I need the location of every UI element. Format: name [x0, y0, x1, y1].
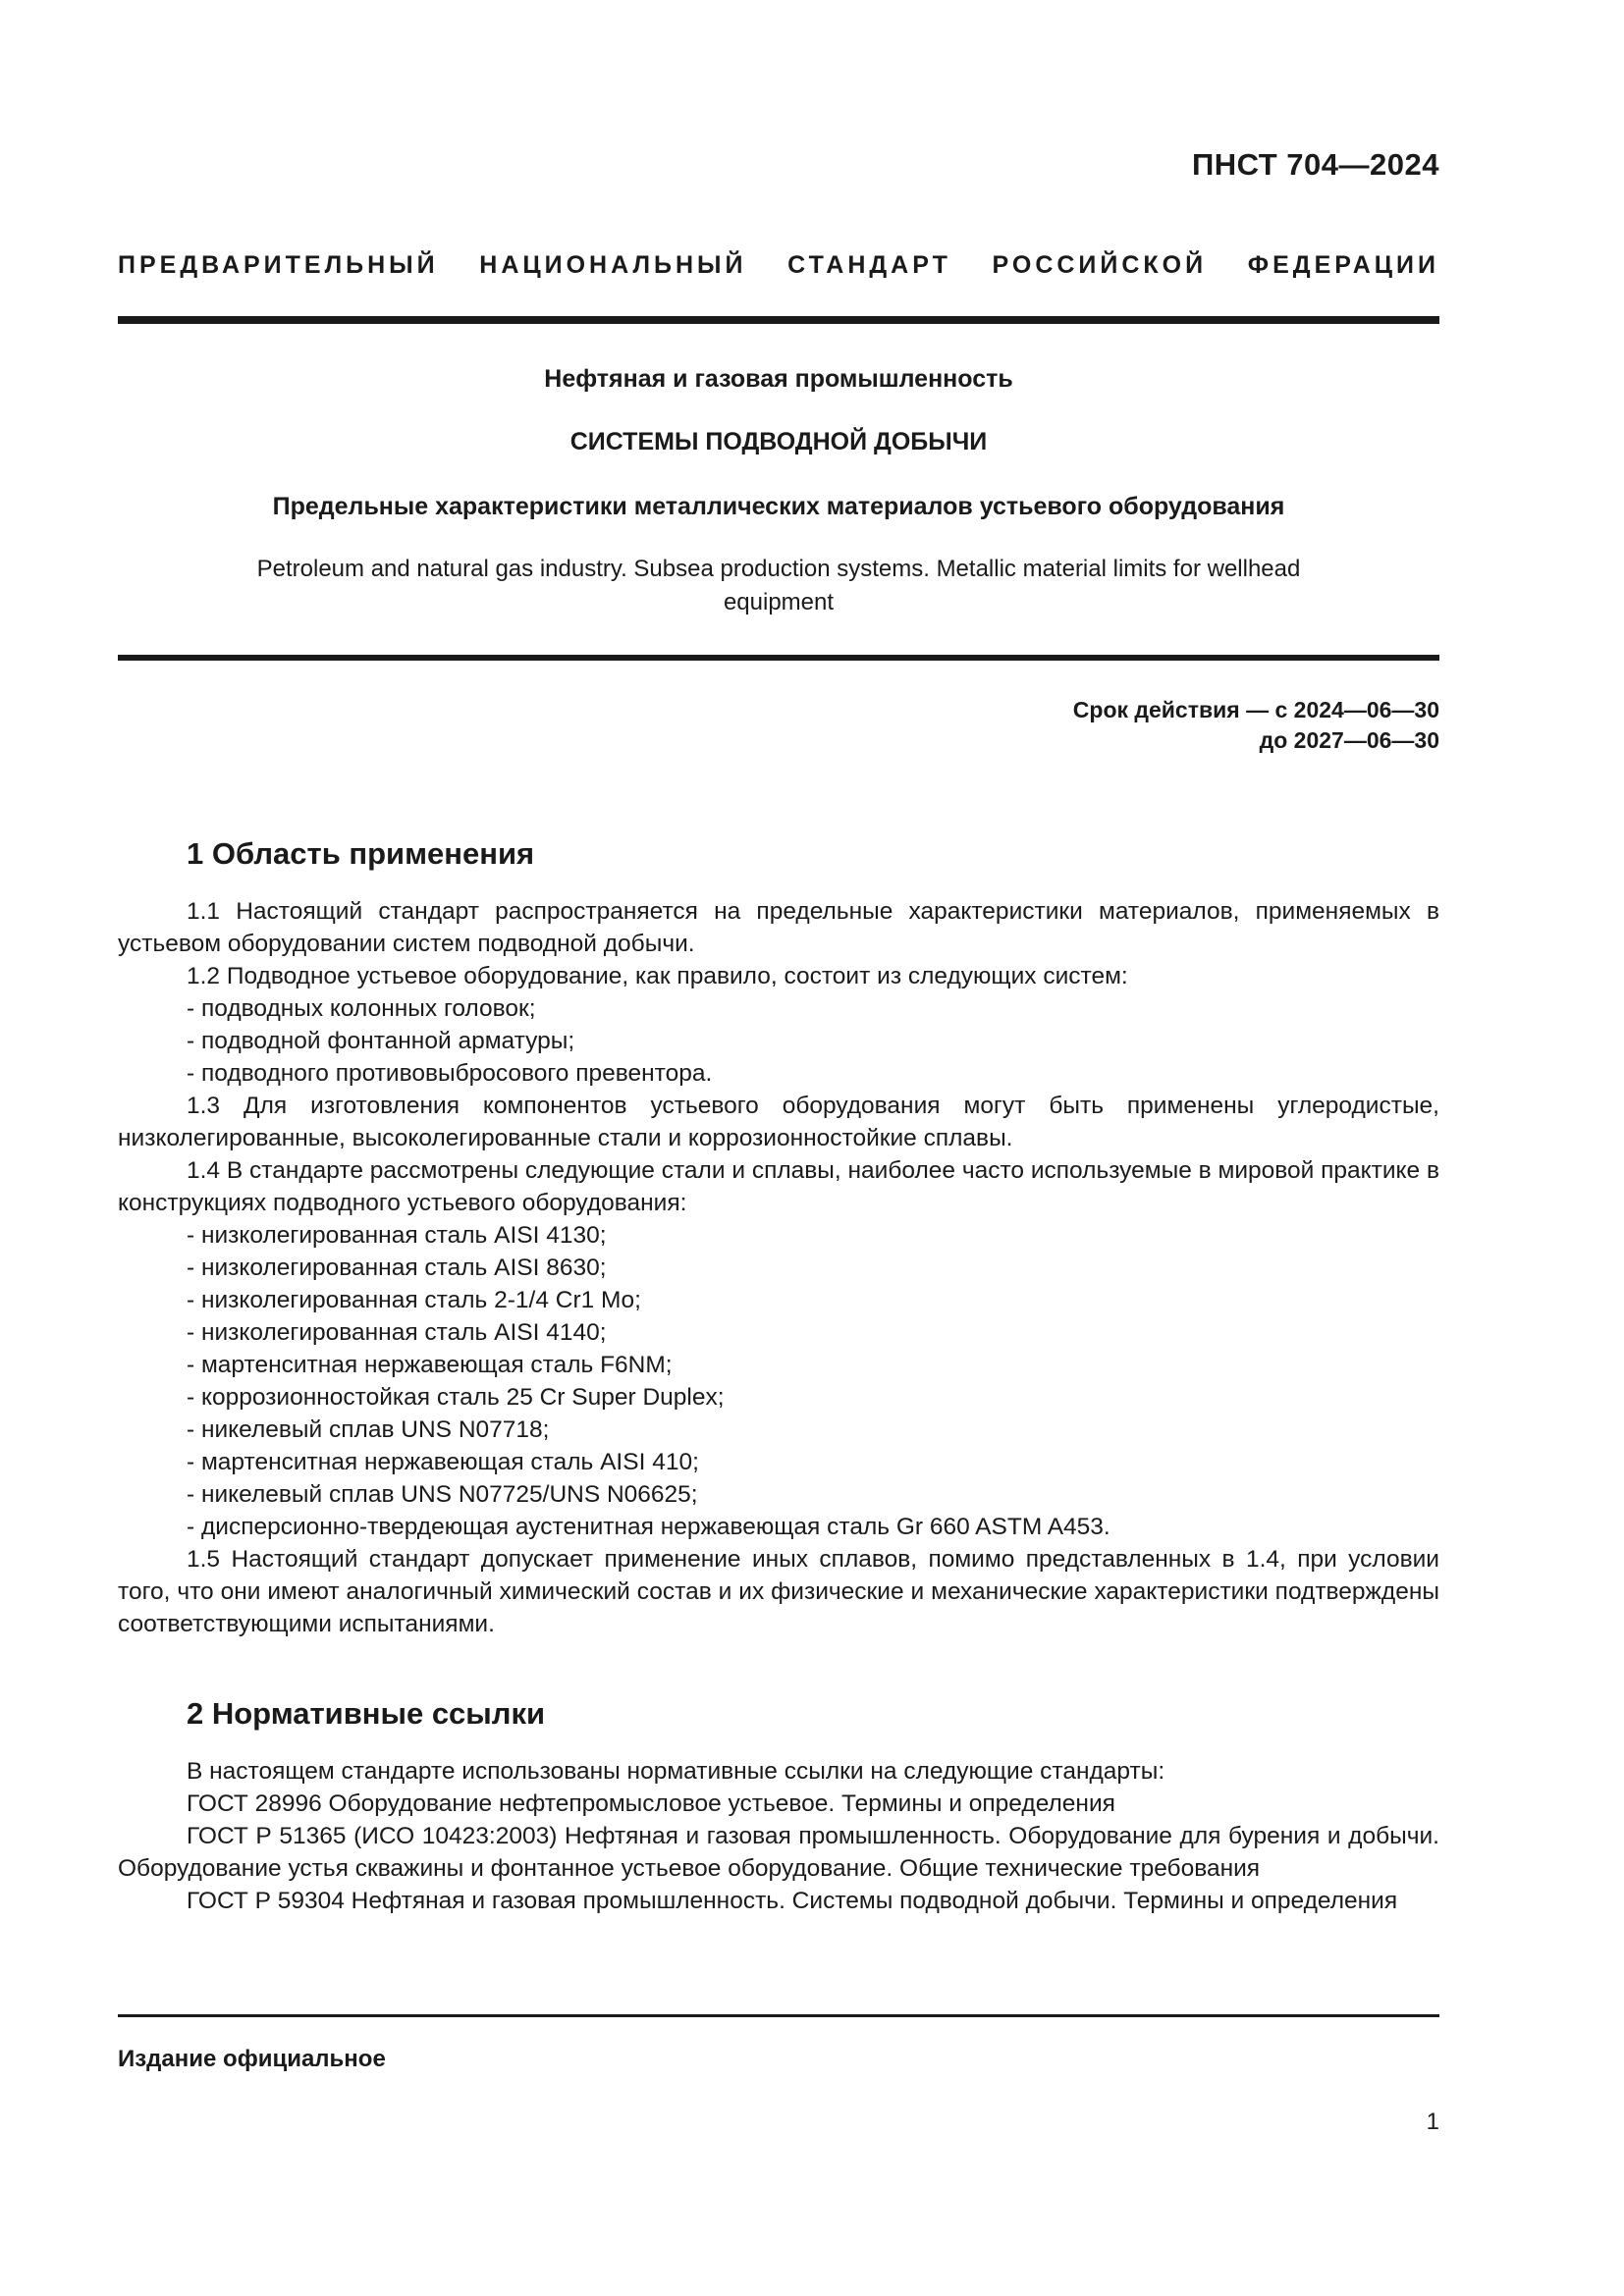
clause-1-3: 1.3 Для изготовления компонентов устьевого оборудования могут быть применены углеродистые, низколегированные, высоколегированные стали и коррозионностойкие сплавы. [118, 1093, 1439, 1151]
section-2-body [118, 1755, 1439, 1917]
top-divider [118, 316, 1439, 324]
title-main: СИСТЕМЫ ПОДВОДНОЙ ДОБЫЧИ [569, 428, 988, 455]
title-subtitle: Предельные характеристики металлических материалов устьевого оборудования [272, 493, 1285, 520]
title-industry: Нефтяная и газовая промышленность [544, 365, 1013, 393]
list-item: - никелевый сплав UNS N07718; [187, 1416, 550, 1443]
title-divider [118, 655, 1439, 661]
section-2-intro: В настоящем стандарте использованы нормативные ссылки на следующие стандарты: [187, 1758, 1165, 1785]
normative-reference: ГОСТ 28996 Оборудование нефтепромысловое устьевое. Термины и определения [187, 1790, 1115, 1817]
document-number: ПНСТ 704—2024 [1191, 147, 1439, 182]
list-item: - подводного противовыбросового превентора. [187, 1060, 713, 1087]
title-english: Petroleum and natural gas industry. Subsea production systems. Metallic material limits for wellhead equipment [256, 556, 1301, 615]
validity-period [1073, 695, 1439, 756]
clause-1-4: 1.4 В стандарте рассмотрены следующие стали и сплавы, наиболее часто используемые в мировой практике в конструкциях подводного устьевого оборудования: [118, 1157, 1439, 1216]
edition-label: Издание официальное [118, 2046, 386, 2072]
list-item: - мартенситная нержавеющая сталь AISI 410; [187, 1449, 699, 1475]
footer-divider [118, 2014, 1439, 2017]
clause-1-1: 1.1 Настоящий стандарт распространяется на предельные характеристики материалов, применяемых в устьевом оборудовании систем подводной добычи. [118, 898, 1439, 957]
list-item: - низколегированная сталь AISI 4130; [187, 1222, 607, 1249]
clause-1-2: 1.2 Подводное устьевое оборудование, как правило, состоит из следующих систем: [187, 963, 1128, 989]
section-1-body [118, 895, 1439, 1640]
section-1-heading: 1 Область применения [187, 836, 535, 871]
clause-1-5: 1.5 Настоящий стандарт допускает применение иных сплавов, помимо представленных в 1.4, при условии того, что они имеют аналогичный химический состав и их физические и механические характеристики подтверждены соответствующими испытаниями. [118, 1546, 1439, 1637]
list-item: - мартенситная нержавеющая сталь F6NM; [187, 1352, 673, 1378]
list-item: - никелевый сплав UNS N07725/UNS N06625; [187, 1481, 698, 1508]
validity-end: до 2027—06—30 [1259, 727, 1439, 753]
document-kind: ПРЕДВАРИТЕЛЬНЫЙ НАЦИОНАЛЬНЫЙ СТАНДАРТ РОССИЙСКОЙ ФЕДЕРАЦИИ [118, 251, 1439, 279]
list-item: - низколегированная сталь AISI 8630; [187, 1255, 607, 1281]
list-item: - подводных колонных головок; [187, 995, 536, 1022]
section-2-heading: 2 Нормативные ссылки [187, 1696, 546, 1731]
page-number: 1 [1426, 2109, 1439, 2135]
validity-start: Срок действия — с 2024—06—30 [1072, 697, 1439, 722]
normative-reference: ГОСТ Р 59304 Нефтяная и газовая промышленность. Системы подводной добычи. Термины и определения [187, 1888, 1398, 1914]
list-item: - подводной фонтанной арматуры; [187, 1028, 575, 1054]
list-item: - низколегированная сталь AISI 4140; [187, 1319, 607, 1346]
list-item: - низколегированная сталь 2-1/4 Cr1 Mo; [187, 1287, 641, 1313]
list-item: - коррозионностойкая сталь 25 Cr Super Duplex; [187, 1384, 725, 1411]
list-item: - дисперсионно-твердеющая аустенитная нержавеющая сталь Gr 660 ASTM A453. [187, 1514, 1110, 1540]
normative-reference: ГОСТ Р 51365 (ИСО 10423:2003) Нефтяная и газовая промышленность. Оборудование для бурения и добычи. Оборудование устья скважины и фонтанное устьевое оборудование. Общие технические требования [118, 1823, 1439, 1882]
